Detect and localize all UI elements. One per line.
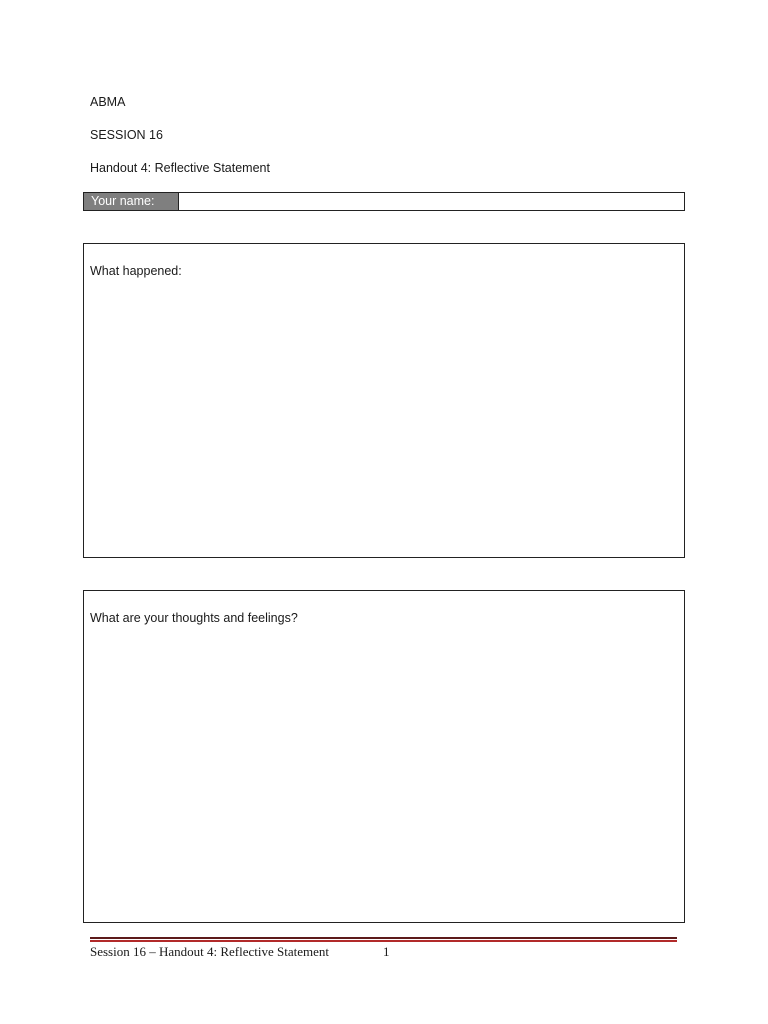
what-happened-input[interactable] xyxy=(90,286,678,551)
thoughts-feelings-box xyxy=(83,590,685,923)
name-input[interactable] xyxy=(179,193,684,210)
what-happened-box xyxy=(83,243,685,558)
footer-text: Session 16 – Handout 4: Reflective Statement xyxy=(90,944,330,959)
footer-rule xyxy=(90,937,677,942)
name-field-label: Your name: xyxy=(84,193,179,210)
handout-title: Handout 4: Reflective Statement xyxy=(90,161,270,175)
session-heading: SESSION 16 xyxy=(90,128,163,142)
footer-rule-dark xyxy=(90,937,677,939)
name-field-row xyxy=(83,192,685,211)
organization-name: ABMA xyxy=(90,95,126,109)
thoughts-feelings-input[interactable] xyxy=(90,633,678,916)
thoughts-feelings-prompt: What are your thoughts and feelings? xyxy=(90,611,298,625)
footer-rule-red xyxy=(90,940,677,942)
what-happened-prompt: What happened: xyxy=(90,264,182,278)
page-number: 1 xyxy=(383,944,390,959)
